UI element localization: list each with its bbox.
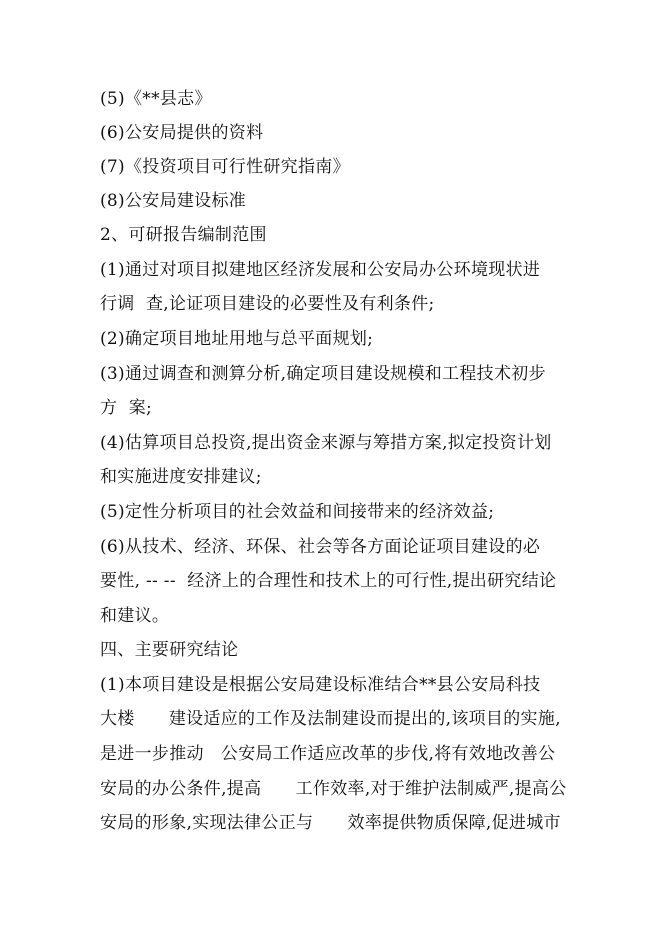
scope-item-3-line-1: (3)通过调查和测算分析,确定项目建设规模和工程技术初步 — [100, 364, 546, 384]
scope-item-6-line-3: 和建议。 — [100, 606, 170, 626]
reference-item-5: (5)《**县志》 — [100, 89, 212, 109]
scope-item-1-line-2: 行调 查,论证项目建设的必要性及有利条件; — [100, 294, 435, 314]
conclusion-item-1-line-1: (1)本项目建设是根据公安局建设标准结合**县公安局科技 — [100, 675, 541, 695]
scope-item-5: (5)定性分析项目的社会效益和间接带来的经济效益; — [100, 502, 495, 522]
scope-item-3-line-2: 方 案; — [100, 398, 153, 418]
section-heading-conclusion: 四、主要研究结论 — [100, 640, 239, 660]
scope-item-6-line-1: (6)从技术、经济、环保、社会等各方面论证项目建设的必 — [100, 537, 541, 557]
scope-item-1-line-1: (1)通过对项目拟建地区经济发展和公安局办公环境现状进 — [100, 260, 541, 280]
reference-item-6: (6)公安局提供的资料 — [100, 123, 264, 143]
conclusion-item-1-line-5: 安局的形象,实现法律公正与 效率提供物质保障,促进城市 — [100, 813, 561, 833]
conclusion-item-1-line-4: 安局的办公条件,提高 工作效率,对于维护法制威严,提高公 — [100, 779, 567, 799]
reference-item-8: (8)公安局建设标准 — [100, 191, 247, 211]
conclusion-item-1-line-3: 是进一步推动 公安局工作适应改革的步伐,将有效地改善公 — [100, 744, 556, 764]
scope-item-4-line-1: (4)估算项目总投资,提出资金来源与筹措方案,拟定投资计划 — [100, 433, 552, 453]
scope-item-4-line-2: 和实施进度安排建议; — [100, 467, 262, 487]
section-heading-scope: 2、可研报告编制范围 — [100, 225, 267, 245]
scope-item-2: (2)确定项目地址用地与总平面规划; — [100, 329, 374, 349]
scope-item-6-line-2: 要性, -- -- 经济上的合理性和技术上的可行性,提出研究结论 — [100, 571, 557, 591]
reference-item-7: (7)《投资项目可行性研究指南》 — [100, 157, 350, 177]
conclusion-item-1-line-2: 大楼 建设适应的工作及法制建设而提出的,该项目的实施, — [100, 709, 561, 729]
